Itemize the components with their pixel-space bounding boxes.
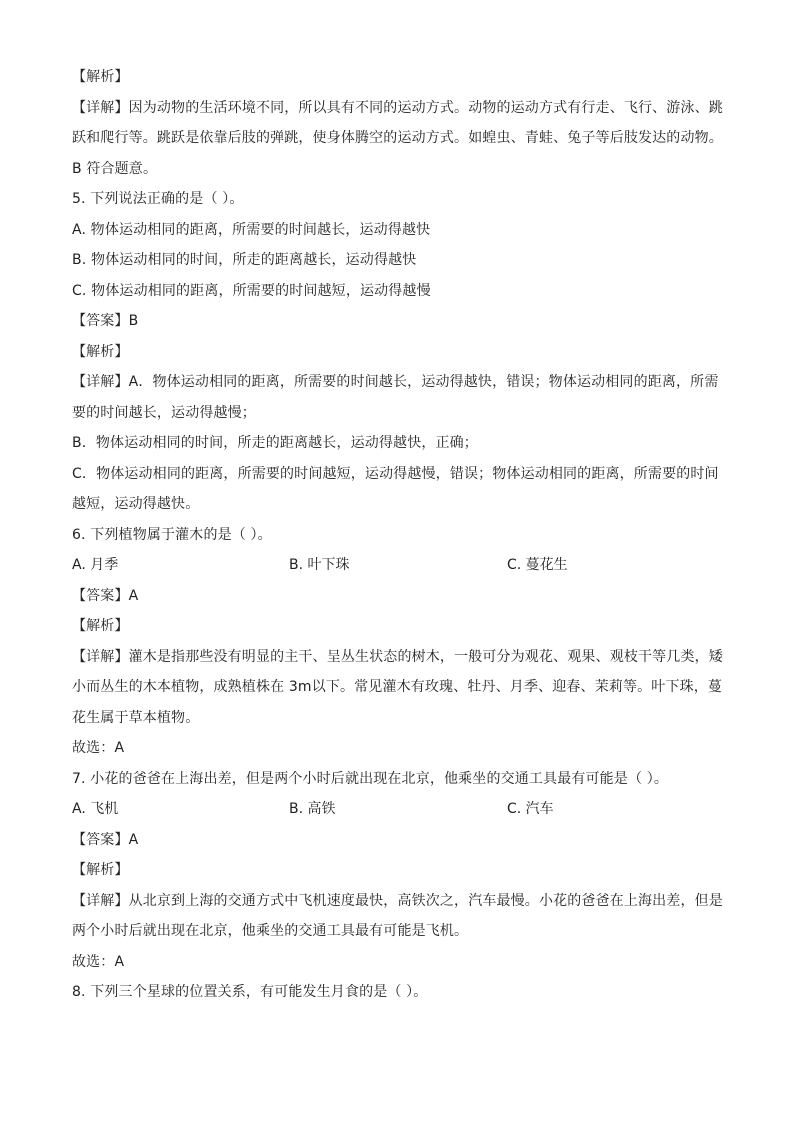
q4-detail-line-2: 跃和爬行等。跳跃是依靠后肢的弹跳，使身体腾空的运动方式。如蝗虫、青蛙、兔子等后肢发达的动物。 (72, 130, 723, 146)
q7-analysis-label: 【解析】 (72, 862, 129, 878)
q7-answer: 【答案】A (72, 831, 139, 848)
q6-analysis-label: 【解析】 (72, 618, 129, 634)
q5-option-b: B. 物体运动相同的时间，所走的距离越长，运动得越快 (72, 252, 417, 268)
q5-detail-line-5: 越短，运动得越快。 (72, 496, 200, 512)
q5-question: 5. 下列说法正确的是（ ）。 (72, 191, 244, 207)
q6-option-c: C. 蔓花生 (507, 557, 568, 573)
q5-detail-line-2: 要的时间越长，运动得越慢； (72, 404, 256, 421)
q6-option-b: B. 叶下珠 (289, 557, 350, 573)
q7-question: 7. 小花的爸爸在上海出差，但是两个小时后就出现在北京，他乘坐的交通工具最有可能是（ ）。 (72, 770, 669, 787)
q6-detail-line-2: 小而丛生的木本植物，成熟植株在 3m以下。常见灌木有玫瑰、牡丹、月季、迎春、茉莉等。叶下珠，蔓 (72, 679, 723, 695)
q6-option-a: A. 月季 (72, 557, 119, 573)
q5-option-c: C. 物体运动相同的距离，所需要的时间越短，运动得越慢 (72, 282, 431, 299)
q6-options (72, 550, 722, 581)
document-page (72, 62, 722, 1008)
q7-option-b: B. 高铁 (289, 801, 336, 817)
q4-analysis-label: 【解析】 (72, 69, 129, 85)
q7-choice: 故选：A (72, 953, 125, 970)
q6-detail-line-1: 【详解】灌木是指那些没有明显的主干、呈丛生状态的树木，一般可分为观花、观果、观枝干等几类，矮 (72, 648, 723, 665)
q5-option-a: A. 物体运动相同的距离，所需要的时间越长，运动得越快 (72, 221, 431, 238)
q7-options (72, 794, 722, 825)
q6-answer: 【答案】A (72, 587, 139, 604)
q5-detail-line-3: B．物体运动相同的时间，所走的距离越长，运动得越快，正确； (72, 435, 478, 451)
q5-answer: 【答案】B (72, 313, 139, 329)
q6-detail-line-3: 花生属于草本植物。 (72, 709, 200, 726)
q7-option-c: C. 汽车 (507, 801, 554, 817)
q4-detail-line-3: B 符合题意。 (72, 160, 158, 177)
q5-detail-line-4: C．物体运动相同的距离，所需要的时间越短，运动得越慢，错误；物体运动相同的距离，所需要的时间 (72, 465, 719, 482)
q7-detail-line-2: 两个小时后就出现在北京，他乘坐的交通工具最有可能是飞机。 (72, 923, 469, 939)
q6-question: 6. 下列植物属于灌木的是（ ）。 (72, 526, 272, 543)
q4-detail-line-1: 【详解】因为动物的生活环境不同，所以具有不同的运动方式。动物的运动方式有行走、飞行、游泳、跳 (72, 99, 723, 116)
q6-choice: 故选：A (72, 740, 125, 756)
q5-detail-line-1: 【详解】A．物体运动相同的距离，所需要的时间越长，运动得越快，错误；物体运动相同的距离，所需 (72, 374, 719, 390)
q7-detail-line-1: 【详解】从北京到上海的交通方式中飞机速度最快，高铁次之，汽车最慢。小花的爸爸在上海出差，但是 (72, 892, 723, 909)
q5-analysis-label: 【解析】 (72, 343, 129, 360)
q8-question: 8. 下列三个星球的位置关系，有可能发生月食的是（ ）。 (72, 984, 428, 1000)
q7-option-a: A. 飞机 (72, 801, 119, 817)
